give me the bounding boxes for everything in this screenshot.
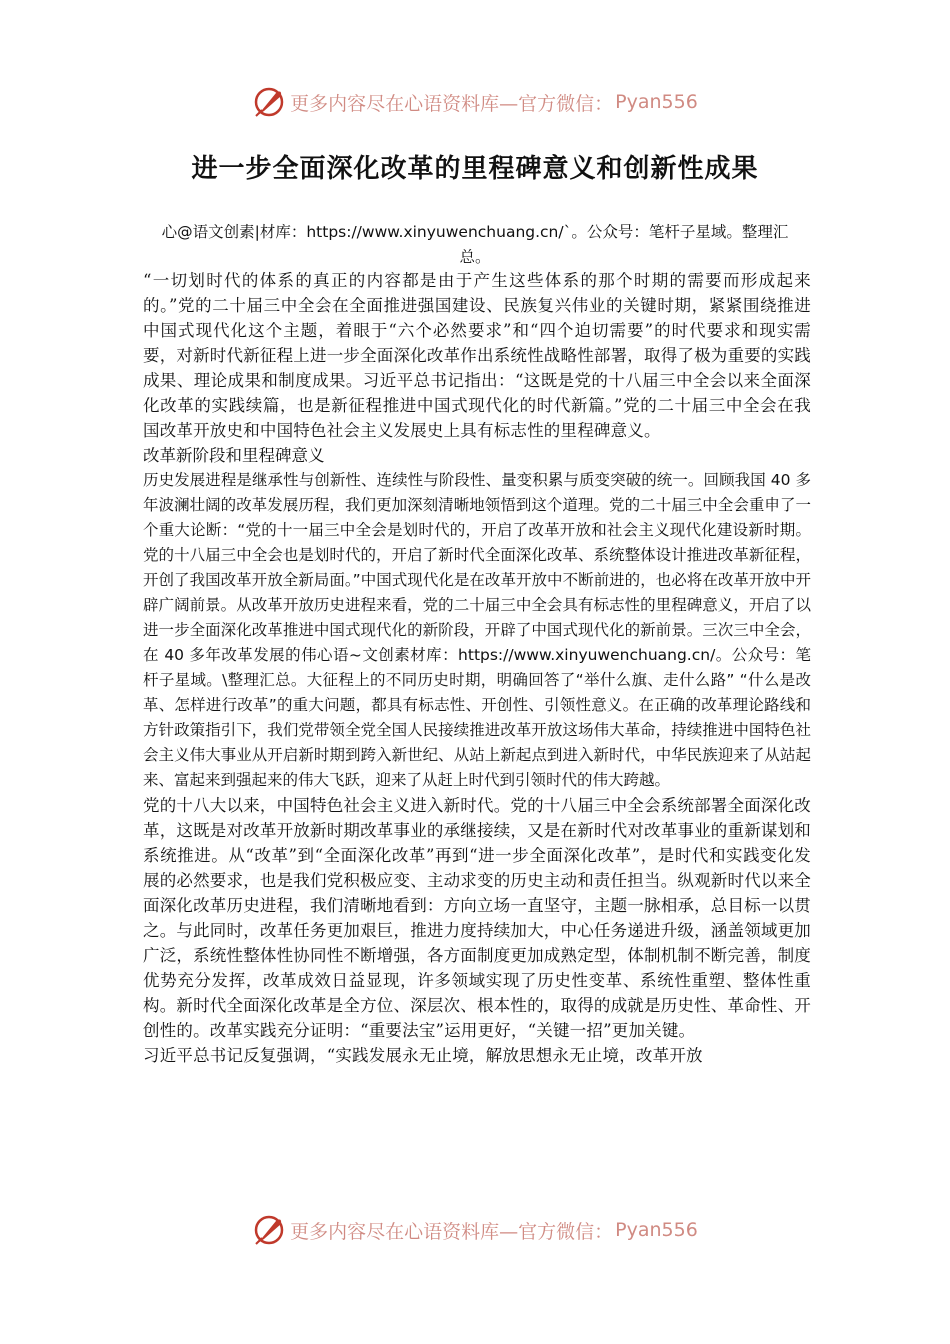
quill-logo-icon	[252, 1213, 286, 1247]
banner-handle: Pyan556	[615, 91, 698, 113]
paragraph-4: 习近平总书记反复强调，“实践发展永无止境，解放思想永无止境，改革开放	[143, 1046, 703, 1065]
footer-watermark-banner	[0, 1210, 950, 1250]
source-note: 心@语文创素|材库：https://www.xinyuwenchuang.cn/`。公众号：笔杆子星域。整理汇总。	[161, 223, 789, 266]
banner-text: 更多内容尽在心语资料库—官方微信：	[290, 1220, 614, 1243]
section-heading: 改革新阶段和里程碑意义	[143, 446, 325, 465]
paragraph-3: 党的十八大以来，中国特色社会主义进入新时代。党的十八届三中全会系统部署全面深化改革，这既是对改革开放新时期改革事业的承继接续，又是在新时代对改革事业的重新谋划和系统推进。从“改革”到“全面深化改革”再到“进一步全面深化改革”，是时代和实践变化发展的必然要求，也是我们党积极应变、主动求变的历史主动和责任担当。纵观新时代以来全面深化改革历史进程，我们清晰地看到：方向立场一直坚守，主题一脉相承，总目标一以贯之。与此同时，改革任务更加艰巨，推进力度持续加大，中心任务递进升级，涵盖领域更加广泛，系统性整体性协同性不断增强，各方面制度更加成熟定型，体制机制不断完善，制度优势充分发挥，改革成效日益显现，许多领域实现了历史性变革、系统性重塑、整体性重构。新时代全面深化改革是全方位、深层次、根本性的，取得的成就是历史性、革命性、开创性的。改革实践充分证明：“重要法宝”运用更好，“关键一招”更加关键。	[143, 796, 811, 1040]
quill-logo-icon	[252, 85, 286, 119]
banner-text: 更多内容尽在心语资料库—官方微信：	[290, 92, 614, 115]
page-title: 进一步全面深化改革的里程碑意义和创新性成果	[191, 154, 759, 184]
article-body	[143, 268, 811, 1068]
paragraph-2: 历史发展进程是继承性与创新性、连续性与阶段性、量变积累与质变突破的统一。回顾我国 40 多年波澜壮阔的改革发展历程，我们更加深刻清晰地领悟到这个道理。党的二十届三中全会重申了一个重大论断：“党的十一届三中全会是划时代的，开启了改革开放和社会主义现代化建设新时期。党的十八届三中全会也是划时代的，开启了新时代全面深化改革、系统整体设计推进改革新征程，开创了我国改革开放全新局面。”中国式现代化是在改革开放中不断前进的，也必将在改革开放中开辟广阔前景。从改革开放历史进程来看，党的二十届三中全会具有标志性的里程碑意义，开启了以进一步全面深化改革推进中国式现代化的新阶段，开辟了中国式现代化的新前景。三次三中全会，在 40 多年改革发展的伟心语~文创素材库：https://www.xinyuwenchuang.cn/。公众号：笔杆子星域。\整理汇总。大征程上的不同历史时期，明确回答了“举什么旗、走什么路” “什么是改革、怎样进行改革”的重大问题，都具有标志性、开创性、引领性意义。在正确的改革理论路线和方针政策指引下，我们党带领全党全国人民接续推进改革开放这场伟大革命，持续推进中国特色社会主义伟大事业从开启新时期到跨入新世纪、从站上新起点到进入新时代，中华民族迎来了从站起来、富起来到强起来的伟大飞跃，迎来了从赶上时代到引领时代的伟大跨越。	[143, 471, 811, 789]
paragraph-1: “一切划时代的体系的真正的内容都是由于产生这些体系的那个时期的需要而形成起来的。”党的二十届三中全会在全面推进强国建设、民族复兴伟业的关键时期，紧紧围绕推进中国式现代化这个主题，着眼于“六个必然要求”和“四个迫切需要”的时代要求和现实需要，对新时代新征程上进一步全面深化改革作出系统性战略性部署，取得了极为重要的实践成果、理论成果和制度成果。习近平总书记指出：“这既是党的十八届三中全会以来全面深化改革的实践续篇，也是新征程推进中国式现代化的时代新篇。”党的二十届三中全会在我国改革开放史和中国特色社会主义发展史上具有标志性的里程碑意义。	[143, 271, 811, 440]
header-watermark-banner	[0, 82, 950, 122]
banner-handle: Pyan556	[615, 1219, 698, 1241]
